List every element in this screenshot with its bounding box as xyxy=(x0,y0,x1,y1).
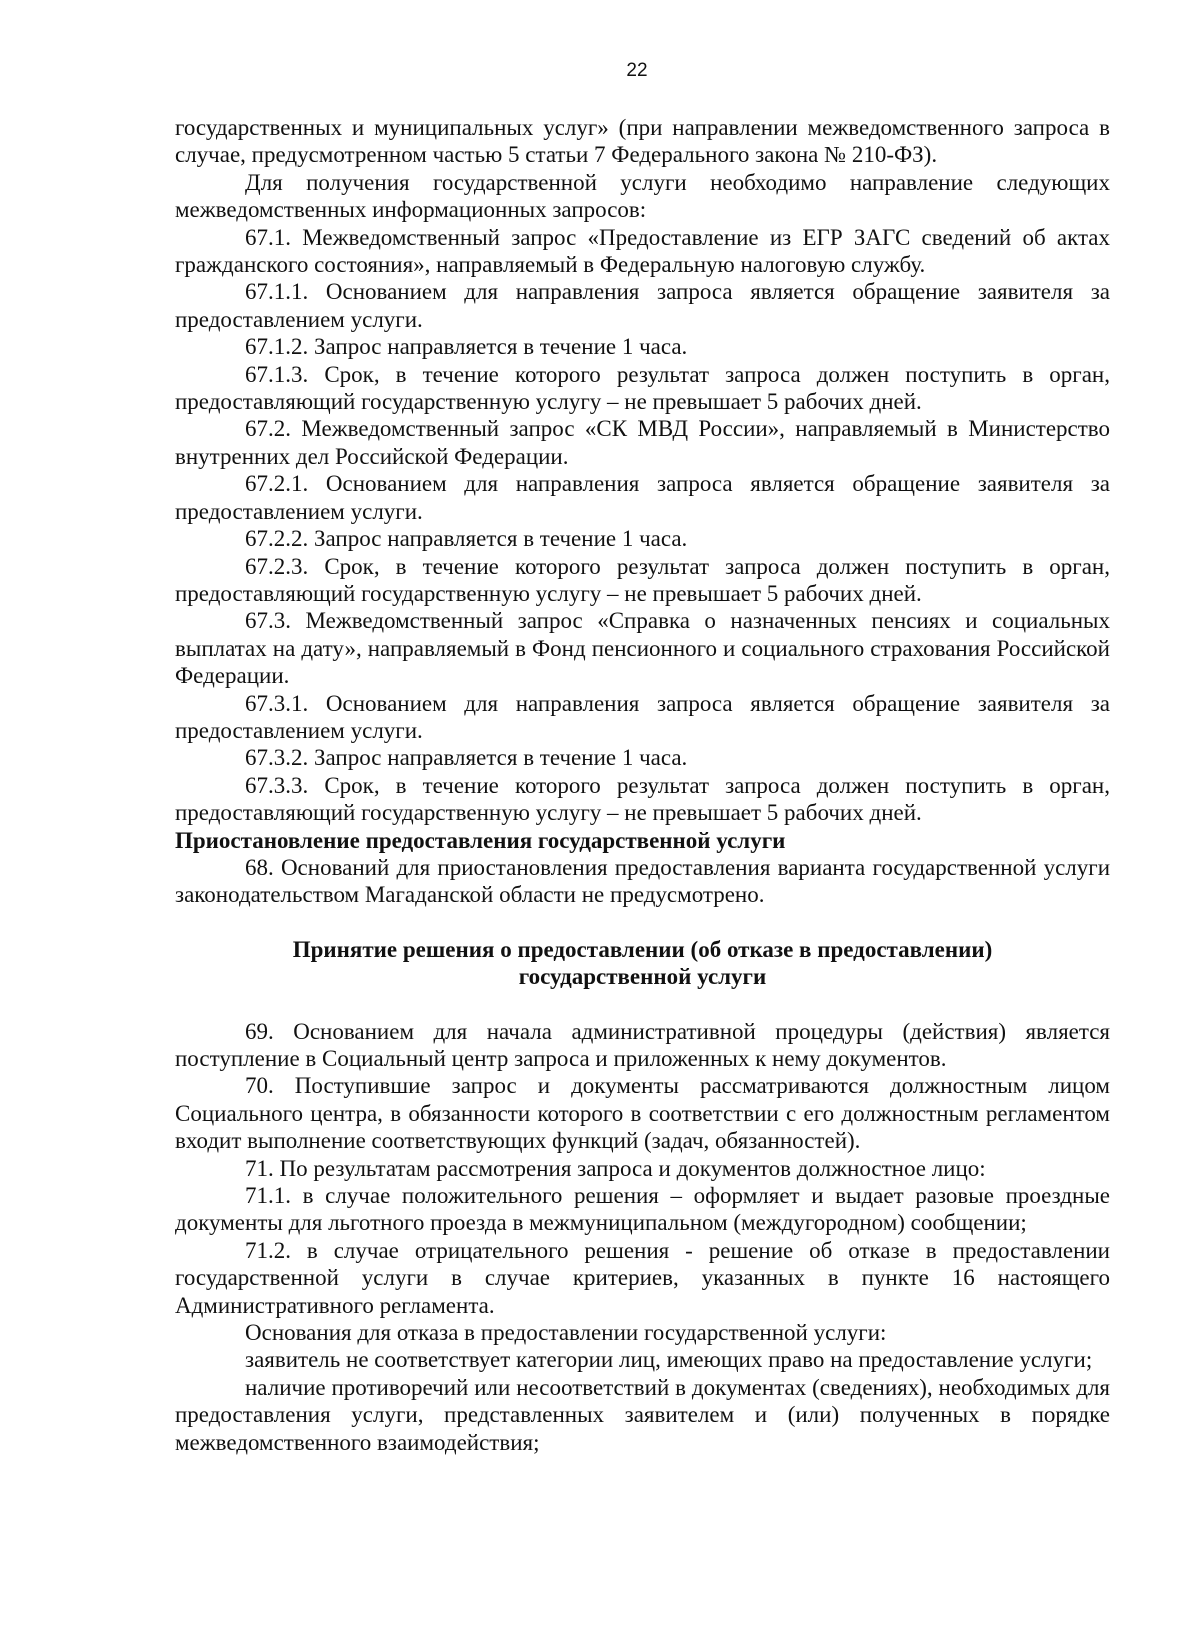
paragraph: 67.1.3. Срок, в течение которого результат запроса должен поступить в орган, предоставляющий государственную услугу – не превышает 5 рабочих дней. xyxy=(175,361,1110,415)
paragraph: 68. Оснований для приостановления предоставления варианта государственной услуги законодательством Магаданской области не предусмотрено. xyxy=(175,854,1110,908)
paragraph: 67.2.1. Основанием для направления запроса является обращение заявителя за предоставлением услуги. xyxy=(175,471,1110,524)
paragraph: 67.2.3. Срок, в течение которого результат запроса должен поступить в орган, предоставляющий государственную услугу – не превышает 5 рабочих дней. xyxy=(175,553,1110,606)
page-number: 22 xyxy=(626,60,648,81)
heading-line: Принятие решения о предоставлении (об отказе в предоставлении) xyxy=(292,936,993,962)
paragraph: 67.3.1. Основанием для направления запроса является обращение заявителя за предоставлением услуги. xyxy=(175,690,1110,743)
paragraph: 67.1.2. Запрос направляется в течение 1 часа. xyxy=(245,334,688,360)
paragraph: 67.2.2. Запрос направляется в течение 1 часа. xyxy=(245,526,688,552)
paragraph: наличие противоречий или несоответствий в документах (сведениях), необходимых для предоставления услуги, представленных заявителем и (или) полученных в порядке межведомственного взаимодействия; xyxy=(175,1374,1110,1455)
paragraph: 71.1. в случае положительного решения – оформляет и выдает разовые проездные документы для льготного проезда в межмуниципальном (междугородном) сообщении; xyxy=(175,1183,1110,1236)
paragraph: 67.3. Межведомственный запрос «Справка о назначенных пенсиях и социальных выплатах на дату», направляемый в Фонд пенсионного и социального страхования Российской Федерации. xyxy=(175,608,1110,689)
paragraph: 67.2. Межведомственный запрос «СК МВД России», направляемый в Министерство внутренних дел Российской Федерации. xyxy=(175,416,1110,469)
paragraph: 67.3.3. Срок, в течение которого результат запроса должен поступить в орган, предоставляющий государственную услугу – не превышает 5 рабочих дней. xyxy=(175,772,1110,826)
paragraph: заявитель не соответствует категории лиц, имеющих право на предоставление услуги; xyxy=(245,1347,1093,1373)
paragraph: 70. Поступившие запрос и документы рассматриваются должностным лицом Социального центра, в обязанности которого в соответствии с его должностным регламентом входит выполнение соответствующих функций (задач, обязанностей). xyxy=(175,1073,1110,1154)
section-bottom xyxy=(175,1018,1110,1457)
section-mid xyxy=(175,854,1110,909)
paragraph: 67.3.2. Запрос направляется в течение 1 часа. xyxy=(245,745,688,771)
paragraph: 71.2. в случае отрицательного решения - решение об отказе в предоставлении государственной услуги в случае критериев, указанных в пункте 16 настоящего Административного регламента. xyxy=(175,1237,1110,1318)
paragraph: Для получения государственной услуги необходимо направление следующих межведомственных информационных запросов: xyxy=(175,169,1110,223)
section-top xyxy=(175,114,1110,827)
document-body xyxy=(175,114,1110,1456)
heading-line: государственной услуги xyxy=(518,964,767,990)
paragraph: 71. По результатам рассмотрения запроса и документов должностное лицо: xyxy=(245,1155,986,1181)
paragraph: Основания для отказа в предоставлении государственной услуги: xyxy=(245,1320,887,1346)
section-heading: Приостановление предоставления государственной услуги xyxy=(175,827,786,853)
paragraph: 67.1.1. Основанием для направления запроса является обращение заявителя за предоставлением услуги. xyxy=(175,279,1110,332)
paragraph: государственных и муниципальных услуг» (при направлении межведомственного запроса в случае, предусмотренном частью 5 статьи 7 Федерального закона № 210-ФЗ). xyxy=(175,115,1110,168)
paragraph: 69. Основанием для начала административной процедуры (действия) является поступление в Социальный центр запроса и приложенных к нему документов. xyxy=(175,1018,1110,1071)
section-heading xyxy=(175,936,1110,991)
paragraph: 67.1. Межведомственный запрос «Предоставление из ЕГР ЗАГС сведений об актах гражданского состояния», направляемый в Федеральную налоговую службу. xyxy=(175,224,1110,278)
